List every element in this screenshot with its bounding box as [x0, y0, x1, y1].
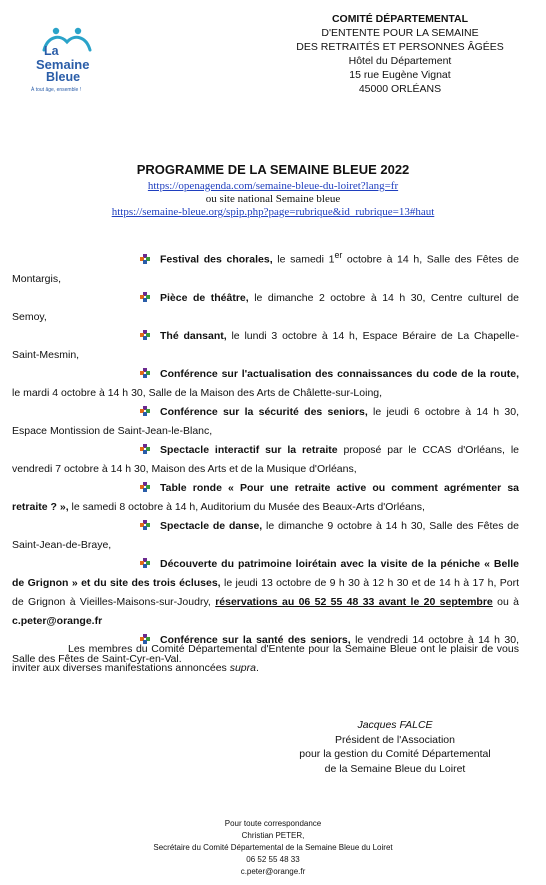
event-details: le dimanche 9 octobre à 14 h 30, Salle des Fêtes de Saint-Jean-de-Braye, [12, 519, 519, 551]
event-details: le samedi 8 octobre à 14 h, Auditorium du Musée des Beaux-Arts d'Orléans, [68, 500, 425, 513]
event-title: Spectacle de danse, [160, 519, 263, 532]
bullet-flower-icon [140, 292, 150, 302]
links-block [0, 180, 546, 219]
org-line-5: 15 rue Eugène Vignat [349, 69, 451, 81]
event-details: le jeudi 13 octobre de 9 h 30 à 12 h 30 et de 14 h à 17 h, Port de Grignon à Vieilles-Maisons-sur-Joudry, [12, 576, 520, 608]
signer-name: Jacques FALCE [357, 719, 433, 731]
event-title: Thé dansant, [160, 329, 227, 342]
invitation-end: . [255, 662, 259, 674]
bullet-flower-icon [140, 558, 150, 568]
event-sup: er [334, 250, 343, 260]
event-details: le samedi 1 [272, 253, 335, 266]
event-details: ou à [492, 595, 520, 608]
logo-text-semaine: Semaine [36, 57, 90, 72]
signer-line-3: pour la gestion du Comité Départemental [299, 748, 491, 760]
event-details: le lundi 3 octobre à 14 h, Espace Béraire de La Chapelle-Saint-Mesmin, [12, 329, 519, 361]
list-item [12, 365, 519, 403]
footer-line-1: Pour toute correspondance [224, 819, 322, 828]
event-title: Découverte du patrimoine loirétain avec la visite de la péniche « Belle de Grignon » et du site des trois écluses, [12, 557, 519, 589]
footer-email[interactable]: c.peter@orange.fr [240, 867, 306, 876]
signature-block [260, 718, 530, 776]
org-line-4: Hôtel du Département [348, 55, 452, 67]
bullet-flower-icon [140, 406, 150, 416]
bullet-flower-icon [140, 482, 150, 492]
event-details: le vendredi 14 octobre à 14 h 30, Salle des Fêtes de Saint-Cyr-en-Val. [12, 633, 519, 665]
program-list [12, 246, 519, 669]
invitation-text: Les membres du Comité Départemental d'Entente pour la Semaine Bleue ont le plaisir de vous inviter aux diverses manifestations annoncées [12, 643, 519, 674]
event-title: Conférence sur la sécurité des seniors, [160, 405, 368, 418]
semaine-bleue-link[interactable]: https://semaine-bleue.org/spip.php?page=rubrique&id_rubrique=13#haut [111, 206, 435, 218]
logo-tagline: À tout âge, ensemble ! [31, 87, 82, 93]
invitation-paragraph [12, 640, 519, 678]
event-details: le jeudi 6 octobre à 14 h 30, Espace Montission de Saint-Jean-le-Blanc, [12, 405, 519, 437]
bullet-flower-icon [140, 368, 150, 378]
list-item [12, 479, 519, 517]
event-title: Festival des chorales, [160, 253, 273, 266]
reservation-info: réservations au 06 52 55 48 33 avant le 20 septembre [215, 595, 493, 608]
logo-text-la: La [44, 44, 59, 58]
event-title: Spectacle interactif sur la retraite [160, 443, 338, 456]
list-item [12, 246, 519, 289]
signer-line-4: de la Semaine Bleue du Loiret [324, 762, 466, 775]
semaine-bleue-logo [26, 26, 106, 96]
list-item [12, 327, 519, 365]
signer-role: Président de l'Association [335, 733, 455, 746]
page-title: PROGRAMME DE LA SEMAINE BLEUE 2022 [136, 162, 410, 177]
bullet-flower-icon [140, 330, 150, 340]
bullet-flower-icon [140, 444, 150, 454]
list-item [12, 517, 519, 555]
event-details: proposé par le CCAS d'Orléans, le vendredi 7 octobre à 14 h 30, Maison des Arts et de la Musique d'Orléans, [12, 443, 519, 475]
footer-line-2: Christian PETER, [241, 831, 305, 840]
event-details: le dimanche 2 octobre à 14 h 30, Centre culturel de Semoy, [12, 291, 519, 323]
event-title: Table ronde « Pour une retraite active ou comment agrémenter sa retraite ? », [12, 481, 519, 513]
event-title: Conférence sur l'actualisation des connaissances du code de la route, [160, 367, 519, 380]
footer-line-3: Secrétaire du Comité Départemental de la Semaine Bleue du Loiret [153, 843, 393, 852]
org-line-2: D'ENTENTE POUR LA SEMAINE [321, 27, 479, 39]
bullet-flower-icon [140, 520, 150, 530]
links-middle-text: ou site national Semaine bleue [205, 193, 341, 205]
event-title: Pièce de théâtre, [160, 291, 249, 304]
logo-text-bleue: Bleue [46, 70, 81, 84]
bullet-flower-icon [140, 254, 150, 264]
org-line-1: COMITÉ DÉPARTEMENTAL [331, 13, 469, 25]
footer-contact [0, 818, 546, 878]
event-details: le mardi 4 octobre à 14 h 30, Salle de la Maison des Arts de Châlette-sur-Loing, [12, 386, 383, 399]
contact-email[interactable]: c.peter@orange.fr [12, 614, 103, 627]
list-item [12, 441, 519, 479]
list-item [12, 289, 519, 327]
event-details: octobre à 14 h, Salle des Fêtes de Montargis, [12, 253, 519, 285]
organization-header [290, 12, 510, 96]
openagenda-link[interactable]: https://openagenda.com/semaine-bleue-du-loiret?lang=fr [147, 180, 399, 192]
invitation-emphasis: supra [229, 662, 256, 674]
org-line-3: DES RETRAITÉS ET PERSONNES ÂGÉES [296, 41, 504, 53]
event-title: Conférence sur la santé des seniors, [160, 633, 351, 646]
footer-line-4: 06 52 55 48 33 [246, 855, 300, 864]
list-item [12, 403, 519, 441]
org-line-6: 45000 ORLÉANS [358, 83, 442, 95]
list-item [12, 555, 519, 631]
